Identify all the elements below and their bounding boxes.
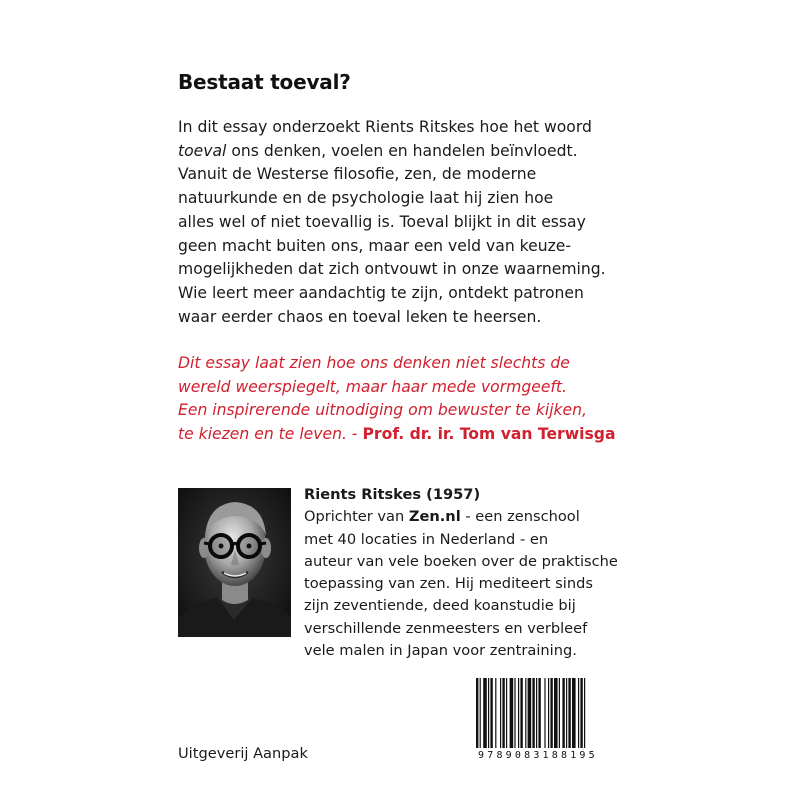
barcode-bar — [562, 678, 564, 748]
barcode-bar — [538, 678, 540, 748]
quote-line: Dit essay laat zien hoe ons denken niet slechts de — [178, 354, 570, 372]
barcode-bar — [544, 678, 545, 748]
barcode-bar — [528, 678, 532, 748]
barcode-bar — [578, 678, 579, 748]
description-line: natuurkunde en de psychologie laat hij zien hoe — [178, 189, 554, 208]
bio-line: zijn zeventiende, deed koanstudie bij — [304, 597, 576, 615]
bio-line: auteur van vele boeken over de praktische — [304, 552, 618, 570]
emphasis-toeval: toeval — [178, 141, 227, 160]
barcode-bar — [550, 678, 552, 748]
barcode-bar — [510, 678, 514, 748]
barcode-bar — [584, 678, 585, 748]
description-line: geen macht buiten ons, maar een veld van keuze- — [178, 236, 572, 255]
barcode-bar — [520, 678, 522, 748]
barcode-bar — [483, 678, 487, 748]
author-name: Rients Ritskes (1957) — [304, 486, 481, 503]
description-line: mogelijkheden dat zich ontvouwt in onze waarneming. — [178, 260, 606, 279]
barcode-bar — [559, 678, 560, 748]
description-line: In dit essay onderzoekt Rients Ritskes hoe het woord — [178, 118, 592, 136]
barcode-bar — [488, 678, 489, 748]
barcode-bar — [554, 678, 558, 748]
barcode-bar — [502, 678, 504, 748]
publisher-name: Uitgeverij Aanpak — [178, 745, 308, 762]
barcode-bar — [480, 678, 481, 748]
barcode-bar — [495, 678, 496, 748]
bio-line: vele malen in Japan voor zentraining. — [304, 642, 577, 660]
description-text — [178, 116, 608, 329]
barcode-bar — [518, 678, 519, 748]
website-name: Zen.nl — [408, 508, 461, 526]
barcode-bar — [548, 678, 549, 748]
description-line: toeval ons denken, voelen en handelen beïnvloedt. — [178, 141, 578, 160]
barcode-bar — [536, 678, 537, 748]
bio-line: toepassing van zen. Hij mediteert sinds — [304, 575, 593, 593]
description-line: waar eerder chaos en toeval leken te heersen. — [178, 307, 542, 326]
barcode-bar — [532, 678, 534, 748]
author-portrait-photo — [178, 488, 291, 637]
endorsement-quote — [178, 352, 618, 447]
barcode-bar — [500, 678, 501, 748]
barcode-bar — [514, 678, 515, 748]
barcode-bar — [580, 678, 582, 748]
barcode-bar — [566, 678, 567, 748]
page-title: Bestaat toeval? — [178, 70, 351, 94]
quote-line: Een inspirerende uitnodiging om bewuster te kijken, — [178, 401, 587, 420]
description-line: Wie leert meer aandachtig te zijn, ontdekt patronen — [178, 283, 584, 302]
bio-line: Oprichter van Zen.nl - een zenschool — [304, 508, 580, 526]
barcode-bar — [476, 678, 478, 748]
bio-line: met 40 locaties in Nederland - en — [304, 530, 549, 548]
quote-line: wereld weerspiegelt, maar haar mede vormgeeft. — [178, 377, 567, 396]
barcode-bar — [572, 678, 576, 748]
isbn-barcode — [472, 676, 624, 776]
quote-attribution: Prof. dr. ir. Tom van Terwisga — [362, 425, 616, 444]
description-line: Vanuit de Westerse filosofie, zen, de moderne — [178, 165, 537, 184]
barcode-bar — [568, 678, 570, 748]
barcode-bar — [525, 678, 526, 748]
quote-line: te kiezen en te leven. - Prof. dr. ir. Tom van Terwisga — [178, 425, 616, 444]
author-bio — [304, 484, 618, 662]
description-line: alles wel of niet toevallig is. Toeval blijkt in dit essay — [178, 212, 586, 231]
barcode-digits: 9789083188195 — [478, 750, 598, 761]
bio-line: verschillende zenmeesters en verbleef — [304, 619, 588, 637]
barcode-bar — [490, 678, 492, 748]
barcode-bar — [506, 678, 507, 748]
